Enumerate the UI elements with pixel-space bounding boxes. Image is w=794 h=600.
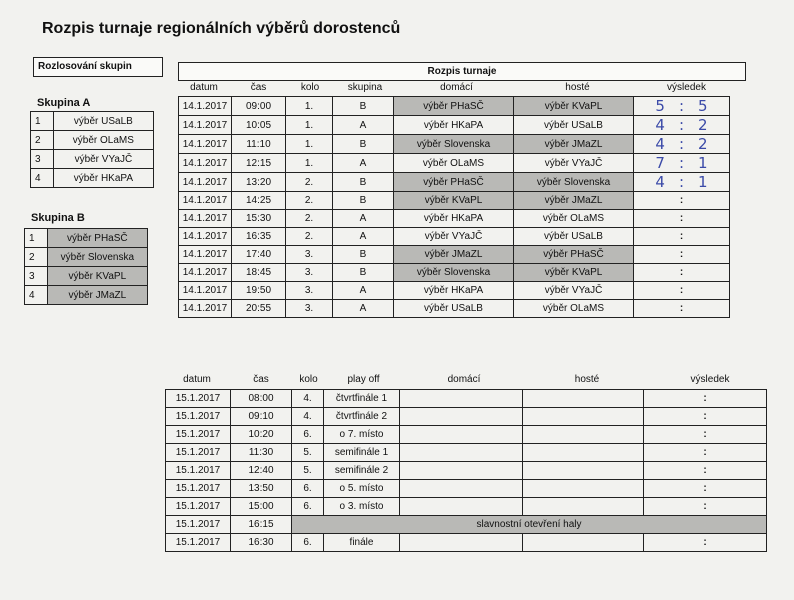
away-team: výběr JMaZL <box>514 192 634 210</box>
playoff-row <box>166 444 767 462</box>
home-score: 4 <box>655 116 665 134</box>
final-row <box>166 534 767 552</box>
match-date: 14.1.2017 <box>179 228 232 246</box>
match-group: B <box>333 246 394 264</box>
match-time: 20:55 <box>232 300 286 318</box>
away-team: výběr Slovenska <box>514 173 634 192</box>
match-round: 2. <box>286 228 333 246</box>
schedule-table <box>178 96 730 318</box>
score-separator: : <box>678 116 685 134</box>
match-time: 08:00 <box>231 390 292 408</box>
schedule-row <box>179 228 730 246</box>
match-round: 3. <box>286 300 333 318</box>
schedule-row <box>179 192 730 210</box>
home-team: výběr VYaJČ <box>394 228 514 246</box>
match-date: 15.1.2017 <box>166 498 231 516</box>
schedule-row <box>179 264 730 282</box>
page-title: Rozpis turnaje regionálních výběrů dorostenců <box>42 20 401 37</box>
home-team <box>400 408 523 426</box>
result-cell: : <box>634 246 730 264</box>
team-number: 4 <box>25 286 48 305</box>
away-team <box>523 408 644 426</box>
playoff-row <box>166 408 767 426</box>
draw-label: Rozlosování skupin <box>33 57 163 77</box>
ceremony-time: 16:15 <box>231 516 292 534</box>
away-team: výběr KVaPL <box>514 264 634 282</box>
match-date: 14.1.2017 <box>179 135 232 154</box>
home-score: 5 <box>655 97 665 115</box>
team-name: výběr Slovenska <box>47 248 147 267</box>
away-score: 2 <box>698 116 708 134</box>
group-a-title: Skupina A <box>37 97 91 109</box>
result-cell: : <box>644 408 767 426</box>
home-team: výběr KVaPL <box>394 192 514 210</box>
away-score: 1 <box>698 173 708 191</box>
home-team: výběr USaLB <box>394 300 514 318</box>
group-team-row <box>31 112 154 131</box>
team-number: 1 <box>25 229 48 248</box>
schedule-row <box>179 210 730 228</box>
match-date: 15.1.2017 <box>166 462 231 480</box>
ceremony-row <box>166 516 767 534</box>
home-team <box>400 444 523 462</box>
home-score: 7 <box>655 154 665 172</box>
home-team: výběr OLaMS <box>394 154 514 173</box>
match-date: 14.1.2017 <box>179 300 232 318</box>
match-group: B <box>333 97 394 116</box>
match-time: 15:00 <box>231 498 292 516</box>
result-cell <box>634 154 730 173</box>
team-name: výběr VYaJČ <box>53 150 153 169</box>
home-team <box>400 462 523 480</box>
match-round: 2. <box>286 192 333 210</box>
home-team: výběr Slovenska <box>394 264 514 282</box>
result-cell <box>634 97 730 116</box>
schedule-col-header: výsledek <box>667 82 706 93</box>
playoff-stage: o 7. místo <box>324 426 400 444</box>
match-date: 15.1.2017 <box>166 426 231 444</box>
team-number: 2 <box>31 131 54 150</box>
schedule-row <box>179 173 730 192</box>
match-group: B <box>333 135 394 154</box>
result-cell <box>634 135 730 154</box>
match-round: 1. <box>286 135 333 154</box>
playoff-row <box>166 426 767 444</box>
match-round: 3. <box>286 246 333 264</box>
match-round: 6. <box>292 426 324 444</box>
group-team-row <box>25 286 148 305</box>
result-cell: : <box>644 534 767 552</box>
match-time: 09:00 <box>232 97 286 116</box>
playoff-col-header: play off <box>347 374 380 385</box>
match-round: 2. <box>286 210 333 228</box>
away-team <box>523 498 644 516</box>
playoff-col-header: domácí <box>447 374 481 385</box>
playoff-stage: o 5. místo <box>324 480 400 498</box>
playoff-col-header: datum <box>183 374 211 385</box>
schedule-row <box>179 282 730 300</box>
match-time: 15:30 <box>232 210 286 228</box>
match-group: B <box>333 264 394 282</box>
playoff-col-header: kolo <box>299 374 318 385</box>
away-team <box>523 444 644 462</box>
playoff-row <box>166 480 767 498</box>
team-name: výběr KVaPL <box>47 267 147 286</box>
home-team <box>400 534 523 552</box>
team-number: 4 <box>31 169 54 188</box>
match-group: A <box>333 154 394 173</box>
playoff-stage: finále <box>324 534 400 552</box>
group-team-row <box>25 248 148 267</box>
schedule-row <box>179 116 730 135</box>
team-name: výběr JMaZL <box>47 286 147 305</box>
away-score: 2 <box>698 135 708 153</box>
schedule-col-header: datum <box>190 82 218 93</box>
match-round: 6. <box>292 480 324 498</box>
match-time: 12:40 <box>231 462 292 480</box>
match-date: 14.1.2017 <box>179 246 232 264</box>
schedule-col-header: kolo <box>300 82 320 93</box>
home-team: výběr PHaSČ <box>394 173 514 192</box>
match-date: 15.1.2017 <box>166 444 231 462</box>
score-separator: : <box>678 173 685 191</box>
schedule-row <box>179 300 730 318</box>
team-number: 3 <box>31 150 54 169</box>
match-date: 15.1.2017 <box>166 408 231 426</box>
playoff-row <box>166 498 767 516</box>
match-round: 1. <box>286 97 333 116</box>
home-team: výběr JMaZL <box>394 246 514 264</box>
away-team: výběr OLaMS <box>514 210 634 228</box>
match-time: 19:50 <box>232 282 286 300</box>
match-group: B <box>333 173 394 192</box>
home-team: výběr HKaPA <box>394 210 514 228</box>
score-separator: : <box>678 135 685 153</box>
home-score: 4 <box>655 135 665 153</box>
group-team-row <box>31 150 154 169</box>
home-team <box>400 480 523 498</box>
team-name: výběr HKaPA <box>53 169 153 188</box>
match-round: 1. <box>286 116 333 135</box>
result-cell: : <box>644 480 767 498</box>
home-team <box>400 426 523 444</box>
away-team: výběr VYaJČ <box>514 154 634 173</box>
match-date: 15.1.2017 <box>166 534 231 552</box>
group-team-row <box>25 229 148 248</box>
away-team <box>523 462 644 480</box>
match-date: 15.1.2017 <box>166 480 231 498</box>
away-team <box>523 390 644 408</box>
playoff-stage: semifinále 2 <box>324 462 400 480</box>
group-b-table <box>24 228 148 305</box>
team-number: 2 <box>25 248 48 267</box>
team-name: výběr PHaSČ <box>47 229 147 248</box>
playoff-col-header: hosté <box>574 374 600 385</box>
result-cell <box>634 173 730 192</box>
away-team: výběr JMaZL <box>514 135 634 154</box>
match-date: 14.1.2017 <box>179 173 232 192</box>
match-date: 14.1.2017 <box>179 97 232 116</box>
match-round: 3. <box>286 282 333 300</box>
playoff-stage: čtvrtfinále 1 <box>324 390 400 408</box>
match-group: A <box>333 116 394 135</box>
score-separator: : <box>678 154 685 172</box>
match-time: 10:20 <box>231 426 292 444</box>
schedule-row <box>179 246 730 264</box>
match-round: 6. <box>292 534 324 552</box>
schedule-row <box>179 154 730 173</box>
playoff-stage: semifinále 1 <box>324 444 400 462</box>
match-date: 14.1.2017 <box>179 282 232 300</box>
match-date: 14.1.2017 <box>179 192 232 210</box>
match-round: 2. <box>286 173 333 192</box>
schedule-row <box>179 135 730 154</box>
match-time: 18:45 <box>232 264 286 282</box>
away-team <box>523 480 644 498</box>
result-cell: : <box>644 462 767 480</box>
ceremony-date: 15.1.2017 <box>166 516 231 534</box>
group-a-table <box>30 111 154 188</box>
match-round: 5. <box>292 444 324 462</box>
playoff-table <box>165 389 767 552</box>
match-time: 11:30 <box>231 444 292 462</box>
away-team: výběr USaLB <box>514 116 634 135</box>
away-score: 5 <box>698 97 708 115</box>
match-date: 14.1.2017 <box>179 116 232 135</box>
score-separator: : <box>678 97 685 115</box>
away-team: výběr KVaPL <box>514 97 634 116</box>
group-team-row <box>31 169 154 188</box>
playoff-row <box>166 390 767 408</box>
schedule-header: Rozpis turnaje <box>178 62 746 81</box>
schedule-col-header: domácí <box>440 82 473 93</box>
home-team <box>400 390 523 408</box>
match-time: 12:15 <box>232 154 286 173</box>
group-b-title: Skupina B <box>31 212 85 224</box>
away-team: výběr PHaSČ <box>514 246 634 264</box>
match-time: 16:30 <box>231 534 292 552</box>
match-round: 4. <box>292 408 324 426</box>
playoff-col-header: čas <box>253 374 269 385</box>
home-score: 4 <box>655 173 665 191</box>
away-team <box>523 534 644 552</box>
match-group: A <box>333 210 394 228</box>
result-cell: : <box>634 264 730 282</box>
playoff-stage: o 3. místo <box>324 498 400 516</box>
match-time: 10:05 <box>232 116 286 135</box>
home-team: výběr HKaPA <box>394 282 514 300</box>
group-team-row <box>25 267 148 286</box>
team-number: 3 <box>25 267 48 286</box>
match-date: 14.1.2017 <box>179 154 232 173</box>
match-time: 13:50 <box>231 480 292 498</box>
home-team: výběr Slovenska <box>394 135 514 154</box>
result-cell <box>634 116 730 135</box>
home-team: výběr PHaSČ <box>394 97 514 116</box>
match-date: 14.1.2017 <box>179 264 232 282</box>
match-time: 16:35 <box>232 228 286 246</box>
match-time: 11:10 <box>232 135 286 154</box>
match-round: 5. <box>292 462 324 480</box>
match-group: A <box>333 228 394 246</box>
group-team-row <box>31 131 154 150</box>
home-team: výběr HKaPA <box>394 116 514 135</box>
match-time: 13:20 <box>232 173 286 192</box>
playoff-row <box>166 462 767 480</box>
playoff-stage: čtvrtfinále 2 <box>324 408 400 426</box>
schedule-col-header: čas <box>250 82 267 93</box>
result-cell: : <box>644 498 767 516</box>
schedule-col-header: hosté <box>565 82 590 93</box>
match-group: B <box>333 192 394 210</box>
away-team <box>523 426 644 444</box>
away-team: výběr VYaJČ <box>514 282 634 300</box>
team-name: výběr OLaMS <box>53 131 153 150</box>
team-name: výběr USaLB <box>53 112 153 131</box>
match-round: 6. <box>292 498 324 516</box>
result-cell: : <box>644 390 767 408</box>
result-cell: : <box>634 192 730 210</box>
away-team: výběr OLaMS <box>514 300 634 318</box>
match-time: 17:40 <box>232 246 286 264</box>
result-cell: : <box>634 300 730 318</box>
team-number: 1 <box>31 112 54 131</box>
match-time: 09:10 <box>231 408 292 426</box>
match-date: 14.1.2017 <box>179 210 232 228</box>
match-date: 15.1.2017 <box>166 390 231 408</box>
home-team <box>400 498 523 516</box>
match-round: 1. <box>286 154 333 173</box>
away-team: výběr USaLB <box>514 228 634 246</box>
away-score: 1 <box>698 154 708 172</box>
result-cell: : <box>644 444 767 462</box>
match-round: 3. <box>286 264 333 282</box>
result-cell: : <box>634 210 730 228</box>
match-round: 4. <box>292 390 324 408</box>
match-group: A <box>333 282 394 300</box>
ceremony-label: slavnostní otevření haly <box>292 516 767 534</box>
match-group: A <box>333 300 394 318</box>
result-cell: : <box>644 426 767 444</box>
schedule-col-header: skupina <box>347 82 383 93</box>
playoff-col-header: výsledek <box>690 374 730 385</box>
result-cell: : <box>634 228 730 246</box>
match-time: 14:25 <box>232 192 286 210</box>
result-cell: : <box>634 282 730 300</box>
schedule-row <box>179 97 730 116</box>
